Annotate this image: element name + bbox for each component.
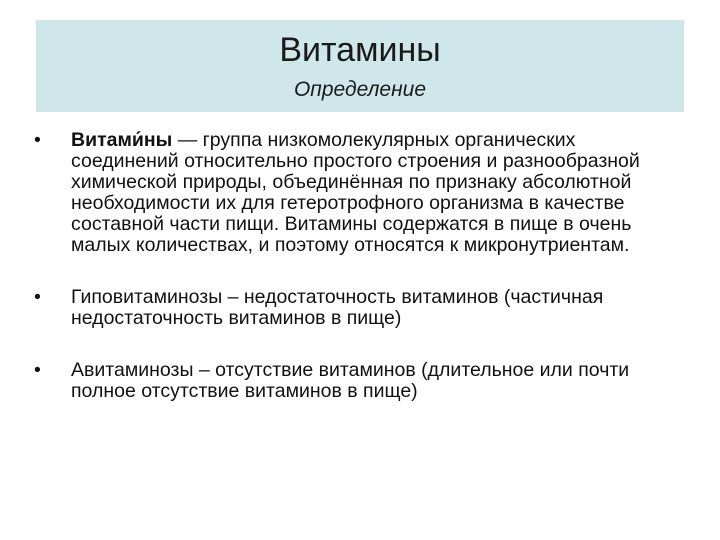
bullet-marker: • xyxy=(34,359,41,381)
definition-text xyxy=(71,129,640,256)
slide-subtitle: Определение xyxy=(293,78,427,101)
bullet-definition xyxy=(34,130,674,256)
slide-content xyxy=(34,130,674,402)
definition-body: — группа низкомолекулярных органических соединений относительно простого строения и разнообразной химической природы, объединённая по признаку абсолютной необходимости их для гетеротрофного организма в качестве составной части пищи. Витамины содержатся в пище в очень малых количествах, и поэтому относятся к микронутриентам. xyxy=(71,129,640,256)
bullet-marker: • xyxy=(34,286,41,308)
bullet-marker: • xyxy=(34,129,41,151)
slide-title: Витамины xyxy=(279,31,441,69)
definition-term: Витами́ны xyxy=(71,129,173,151)
bullet-avitaminosis xyxy=(34,360,674,402)
bullet-hypovitaminosis xyxy=(34,287,674,329)
title-banner xyxy=(36,20,684,112)
hypovitaminosis-text: Гиповитаминозы – недостаточность витаминов (частичная недостаточность витаминов в пище) xyxy=(71,286,604,329)
avitaminosis-text: Авитаминозы – отсутствие витаминов (длительное или почти полное отсутствие витаминов в пище) xyxy=(71,359,630,402)
